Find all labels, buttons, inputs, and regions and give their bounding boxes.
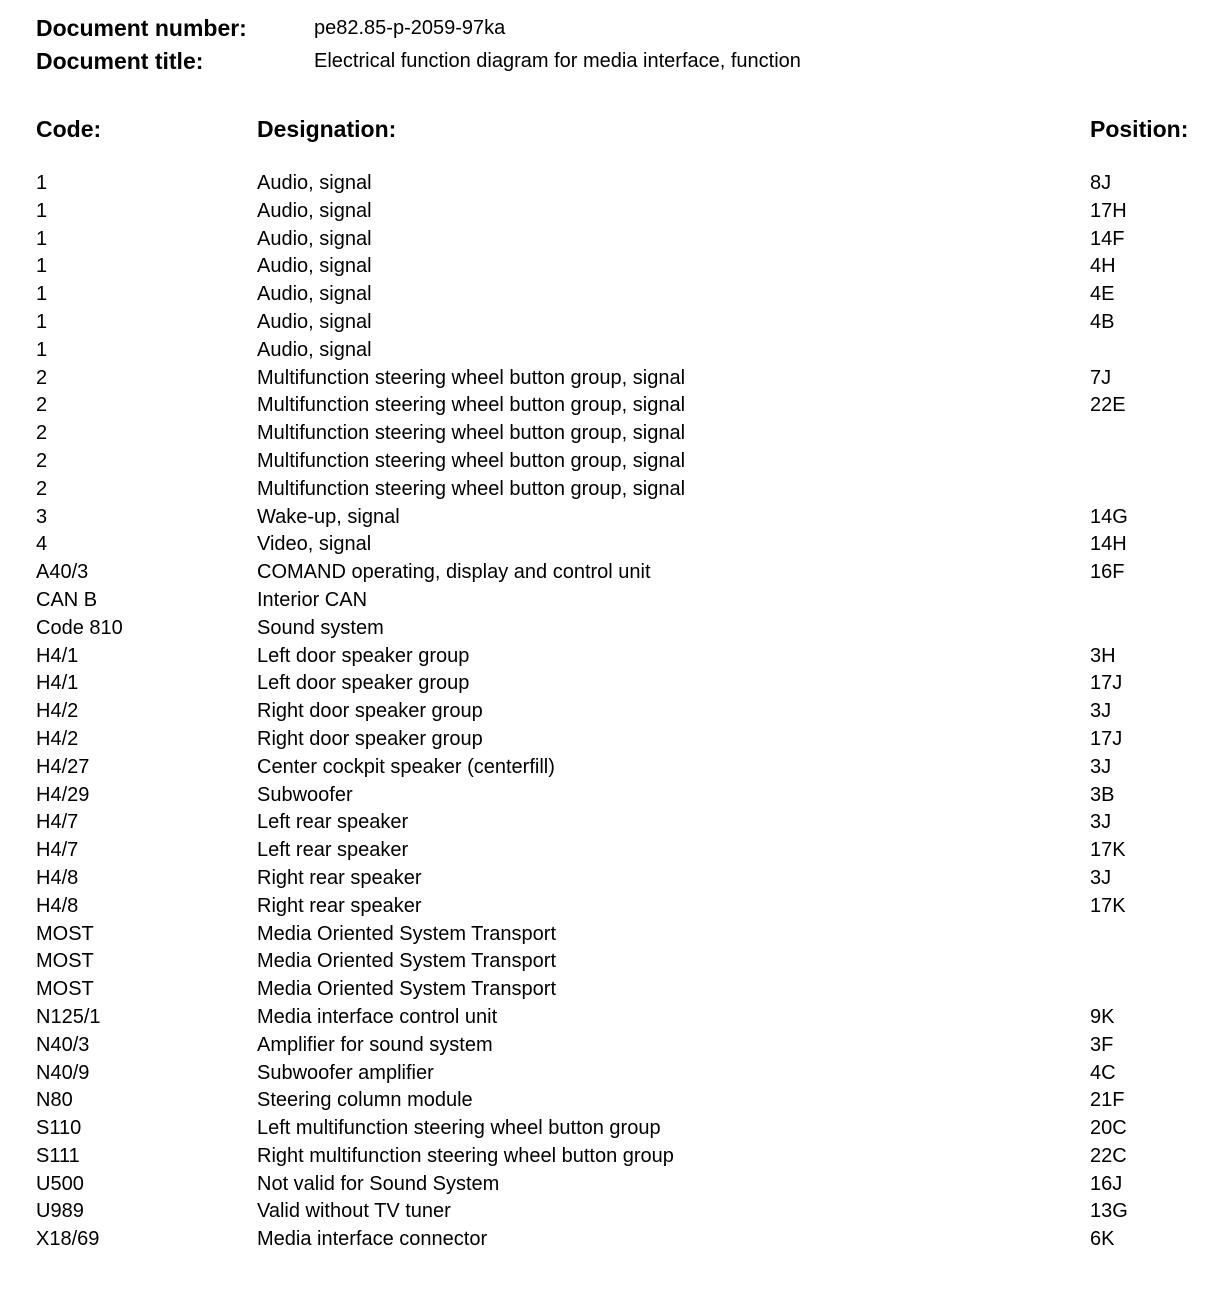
- document-title-row: [36, 45, 1196, 78]
- cell-code: U989: [36, 1200, 84, 1223]
- cell-designation: Media Oriented System Transport: [257, 950, 557, 973]
- cell-position: 14G: [1090, 505, 1128, 528]
- table-row: [36, 670, 1218, 698]
- cell-designation: Audio, signal: [257, 338, 372, 361]
- table-row: [36, 309, 1218, 337]
- cell-code: N125/1: [36, 1005, 101, 1028]
- cell-position: 20C: [1090, 1117, 1127, 1140]
- cell-designation: Right rear speaker: [257, 894, 422, 917]
- cell-designation: Left door speaker group: [257, 672, 470, 695]
- table-row: [36, 809, 1218, 837]
- cell-designation: Left multifunction steering wheel button group: [257, 1117, 661, 1140]
- table-row: [36, 337, 1218, 365]
- cell-designation: Center cockpit speaker (centerfill): [257, 755, 555, 778]
- cell-position: 14F: [1090, 227, 1125, 250]
- cell-designation: Steering column module: [257, 1089, 473, 1112]
- cell-designation: Valid without TV tuner: [257, 1200, 451, 1223]
- table-row: [36, 1087, 1218, 1115]
- column-header-designation: Designation:: [257, 116, 397, 142]
- table-row: [36, 448, 1218, 476]
- table-body: [36, 170, 1218, 1254]
- table-row: [36, 392, 1218, 420]
- cell-code: 2: [36, 477, 48, 500]
- table-row: [36, 726, 1218, 754]
- cell-designation: Left door speaker group: [257, 644, 470, 667]
- cell-designation: Audio, signal: [257, 283, 372, 306]
- cell-position: 3J: [1090, 811, 1112, 834]
- cell-code: X18/69: [36, 1228, 100, 1251]
- cell-code: 1: [36, 338, 48, 361]
- cell-code: CAN B: [36, 588, 98, 611]
- cell-code: N80: [36, 1089, 73, 1112]
- cell-designation: Audio, signal: [257, 199, 372, 222]
- cell-designation: Wake-up, signal: [257, 505, 400, 528]
- cell-position: 4C: [1090, 1061, 1116, 1084]
- table-row: [36, 531, 1218, 559]
- cell-designation: Subwoofer amplifier: [257, 1061, 434, 1084]
- table-row: [36, 1226, 1218, 1254]
- cell-position: 17J: [1090, 727, 1123, 750]
- cell-designation: Right rear speaker: [257, 866, 422, 889]
- cell-code: U500: [36, 1172, 84, 1195]
- cell-position: 17H: [1090, 199, 1127, 222]
- cell-designation: Left rear speaker: [257, 811, 409, 834]
- cell-code: H4/7: [36, 811, 79, 834]
- cell-designation: Media interface connector: [257, 1228, 488, 1251]
- cell-code: H4/8: [36, 894, 79, 917]
- cell-designation: Not valid for Sound System: [257, 1172, 500, 1195]
- cell-position: 8J: [1090, 172, 1112, 194]
- cell-designation: Multifunction steering wheel button group, signal: [257, 477, 686, 500]
- table-row: [36, 837, 1218, 865]
- cell-designation: Media Oriented System Transport: [257, 922, 557, 945]
- cell-code: H4/1: [36, 672, 79, 695]
- cell-position: 6K: [1090, 1228, 1115, 1251]
- table-row: [36, 226, 1218, 254]
- cell-code: N40/3: [36, 1033, 90, 1056]
- table-row: [36, 253, 1218, 281]
- table-row: [36, 698, 1218, 726]
- cell-position: 22C: [1090, 1144, 1127, 1167]
- table-row: [36, 1143, 1218, 1171]
- cell-code: H4/2: [36, 700, 79, 723]
- cell-designation: Audio, signal: [257, 172, 372, 194]
- cell-designation: Multifunction steering wheel button group, signal: [257, 366, 686, 389]
- table-row: [36, 865, 1218, 893]
- cell-code: MOST: [36, 950, 94, 973]
- cell-code: 2: [36, 449, 48, 472]
- cell-position: 13G: [1090, 1200, 1128, 1223]
- table-row: [36, 976, 1218, 1004]
- cell-designation: Right door speaker group: [257, 700, 483, 723]
- cell-code: 1: [36, 310, 48, 333]
- cell-designation: Left rear speaker: [257, 839, 409, 862]
- cell-designation: Multifunction steering wheel button group, signal: [257, 422, 686, 445]
- cell-code: H4/1: [36, 644, 79, 667]
- cell-code: MOST: [36, 922, 94, 945]
- cell-code: 2: [36, 394, 48, 417]
- table-row: [36, 921, 1218, 949]
- cell-designation: Amplifier for sound system: [257, 1033, 493, 1056]
- cell-designation: Sound system: [257, 616, 384, 639]
- cell-code: 2: [36, 366, 48, 389]
- cell-code: S111: [36, 1144, 80, 1167]
- cell-position: 17K: [1090, 894, 1126, 917]
- cell-code: MOST: [36, 978, 94, 1001]
- cell-code: H4/8: [36, 866, 79, 889]
- table-row: [36, 1171, 1218, 1199]
- cell-code: H4/2: [36, 727, 79, 750]
- cell-designation: Audio, signal: [257, 227, 372, 250]
- cell-position: 7J: [1090, 366, 1112, 389]
- cell-code: 1: [36, 255, 48, 278]
- table-row: [36, 782, 1218, 810]
- table-row: [36, 198, 1218, 226]
- cell-position: 21F: [1090, 1089, 1125, 1112]
- cell-designation: COMAND operating, display and control unit: [257, 561, 651, 584]
- cell-code: 1: [36, 172, 48, 194]
- cell-position: 16F: [1090, 561, 1125, 584]
- cell-position: 3J: [1090, 755, 1112, 778]
- cell-designation: Media Oriented System Transport: [257, 978, 557, 1001]
- cell-code: S110: [36, 1117, 82, 1140]
- table-row: [36, 1115, 1218, 1143]
- cell-code: 1: [36, 227, 48, 250]
- table-row: [36, 420, 1218, 448]
- cell-designation: Audio, signal: [257, 255, 372, 278]
- table-row: [36, 559, 1218, 587]
- cell-position: 3H: [1090, 644, 1116, 667]
- table-row: [36, 170, 1218, 198]
- table-row: [36, 615, 1218, 643]
- cell-position: 17J: [1090, 672, 1123, 695]
- cell-designation: Multifunction steering wheel button group, signal: [257, 394, 686, 417]
- document-title-value: Electrical function diagram for media interface, function: [314, 50, 801, 72]
- cell-code: H4/29: [36, 783, 90, 806]
- document-number-row: [36, 12, 1196, 45]
- document-number-label: Document number:: [36, 15, 247, 41]
- cell-code: 3: [36, 505, 48, 528]
- column-header-position: Position:: [1090, 116, 1189, 142]
- document-number-value: pe82.85-p-2059-97ka: [314, 17, 506, 39]
- cell-code: 2: [36, 422, 48, 445]
- cell-code: 1: [36, 283, 48, 306]
- table-row: [36, 587, 1218, 615]
- cell-code: H4/7: [36, 839, 79, 862]
- cell-designation: Subwoofer: [257, 783, 353, 806]
- cell-position: 4E: [1090, 283, 1115, 306]
- cell-designation: Media interface control unit: [257, 1005, 498, 1028]
- table-row: [36, 1032, 1218, 1060]
- cell-position: 16J: [1090, 1172, 1123, 1195]
- cell-position: 4B: [1090, 310, 1115, 333]
- cell-code: A40/3: [36, 561, 89, 584]
- cell-code: H4/27: [36, 755, 90, 778]
- table-row: [36, 504, 1218, 532]
- table-row: [36, 1060, 1218, 1088]
- cell-designation: Video, signal: [257, 533, 372, 556]
- table-row: [36, 281, 1218, 309]
- table-row: [36, 643, 1218, 671]
- cell-designation: Multifunction steering wheel button group, signal: [257, 449, 686, 472]
- cell-position: 17K: [1090, 839, 1126, 862]
- cell-code: 4: [36, 533, 48, 556]
- cell-code: Code 810: [36, 616, 123, 639]
- document-title-label: Document title:: [36, 48, 204, 74]
- table-row: [36, 476, 1218, 504]
- cell-code: 1: [36, 199, 48, 222]
- table-row: [36, 754, 1218, 782]
- cell-position: 22E: [1090, 394, 1126, 417]
- table-row: [36, 365, 1218, 393]
- table-row: [36, 893, 1218, 921]
- cell-position: 3B: [1090, 783, 1115, 806]
- table-row: [36, 1198, 1218, 1226]
- cell-designation: Audio, signal: [257, 310, 372, 333]
- table-row: [36, 1004, 1218, 1032]
- cell-position: 3J: [1090, 866, 1112, 889]
- document-header: [36, 12, 1196, 78]
- cell-code: N40/9: [36, 1061, 90, 1084]
- cell-position: 3F: [1090, 1033, 1114, 1056]
- table-row: [36, 948, 1218, 976]
- column-header-code: Code:: [36, 116, 102, 142]
- cell-designation: Interior CAN: [257, 588, 368, 611]
- cell-position: 4H: [1090, 255, 1116, 278]
- cell-designation: Right multifunction steering wheel button group: [257, 1144, 674, 1167]
- cell-designation: Right door speaker group: [257, 727, 483, 750]
- cell-position: 3J: [1090, 700, 1112, 723]
- cell-position: 14H: [1090, 533, 1127, 556]
- table-header: [36, 116, 1218, 150]
- cell-position: 9K: [1090, 1005, 1115, 1028]
